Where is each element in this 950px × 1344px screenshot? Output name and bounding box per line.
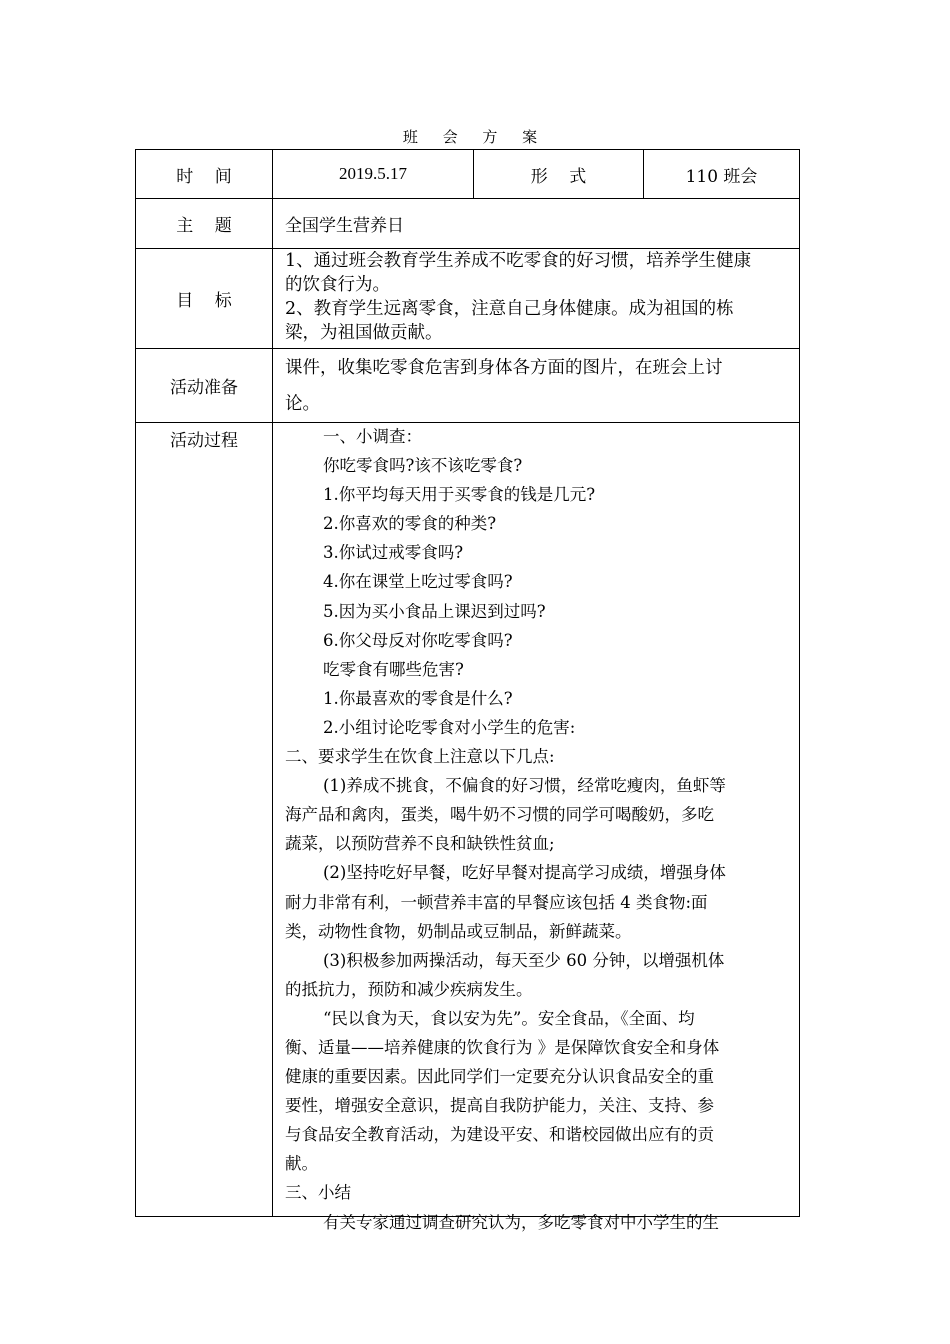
process-line: 1.你平均每天用于买零食的钱是几元? <box>323 485 596 505</box>
process-line: 一、小调查： <box>323 427 422 446</box>
process-line: 你吃零食吗?该不该吃零食? <box>323 456 523 476</box>
prep-line: 论。 <box>285 394 320 414</box>
process-line: 健康的重要因素。因此同学们一定要充分认识食品安全的重 <box>285 1067 714 1087</box>
process-line: 海产品和禽肉，蛋类，喝牛奶不习惯的同学可喝酸奶，多吃 <box>285 805 714 825</box>
process-line: (1)养成不挑食，不偏食的好习惯，经常吃瘦肉，鱼虾等 <box>323 776 726 796</box>
process-label: 活动过程 <box>170 430 238 451</box>
process-line: 有关专家通过调查研究认为，多吃零食对中小学生的生 <box>323 1212 719 1232</box>
form-value: 110 班会 <box>685 166 758 187</box>
process-line: 的抵抗力，预防和减少疾病发生。 <box>285 979 533 999</box>
process-line: 三、小结 <box>285 1183 351 1203</box>
goal-line: 1、通过班会教育学生养成不吃零食的好习惯，培养学生健康 <box>285 251 752 271</box>
process-line: 要性，增强安全意识，提高自我防护能力，关注、支持、参 <box>285 1096 714 1116</box>
process-text <box>285 422 799 1237</box>
process-line: 二、要求学生在饮食上注意以下几点: <box>285 747 555 767</box>
process-line: 3.你试过戒零食吗? <box>323 543 464 563</box>
form-label: 形 式 <box>530 166 587 187</box>
process-line: 献。 <box>285 1154 318 1174</box>
plan-table <box>135 149 800 1232</box>
process-line: 4.你在课堂上吃过零食吗? <box>323 572 513 592</box>
prep-line: 课件，收集吃零食危害到身体各方面的图片，在班会上讨 <box>285 358 723 378</box>
time-value: 2019.5.17 <box>339 164 407 183</box>
process-line: (2)坚持吃好早餐，吃好早餐对提高学习成绩，增强身体 <box>323 863 726 883</box>
process-line: 衡、适量——培养健康的饮食行为 》是保障饮食安全和身体 <box>285 1037 720 1057</box>
process-line: (3)积极参加两操活动，每天至少 60 分钟，以增强机体 <box>323 950 725 970</box>
goal-text <box>285 249 795 345</box>
process-line: 类，动物性食物，奶制品或豆制品，新鲜蔬菜。 <box>285 921 632 941</box>
process-line: 1.你最喜欢的零食是什么? <box>323 688 513 708</box>
goal-line: 2、教育学生远离零食，注意自己身体健康。成为祖国的栋 <box>285 299 734 319</box>
goal-line: 的饮食行为。 <box>285 275 390 295</box>
process-line: 5.因为买小食品上课迟到过吗? <box>323 601 546 621</box>
process-line: 2.你喜欢的零食的种类? <box>323 514 497 534</box>
process-line: 吃零食有哪些危害? <box>323 659 464 679</box>
process-line: 蔬菜，以预防营养不良和缺铁性贫血; <box>285 834 555 854</box>
process-line: “民以食为天，食以安为先”。安全食品，《全面、均 <box>323 1008 695 1028</box>
process-line: 耐力非常有利，一顿营养丰富的早餐应该包括 4 类食物:面 <box>285 892 708 912</box>
theme-label: 主 题 <box>176 216 232 236</box>
prep-text <box>285 350 795 422</box>
process-line: 2.小组讨论吃零食对小学生的危害: <box>323 717 576 737</box>
document-title: 班 会 方 案 <box>402 128 548 146</box>
goal-line: 梁，为祖国做贡献。 <box>285 323 443 343</box>
process-line: 6.你父母反对你吃零食吗? <box>323 630 513 650</box>
process-line: 与食品安全教育活动，为建设平安、和谐校园做出应有的贡 <box>285 1125 714 1145</box>
time-label: 时 间 <box>176 166 232 187</box>
goal-label: 目 标 <box>176 291 232 311</box>
theme-value: 全国学生营养日 <box>285 216 404 236</box>
prep-label: 活动准备 <box>170 378 238 398</box>
